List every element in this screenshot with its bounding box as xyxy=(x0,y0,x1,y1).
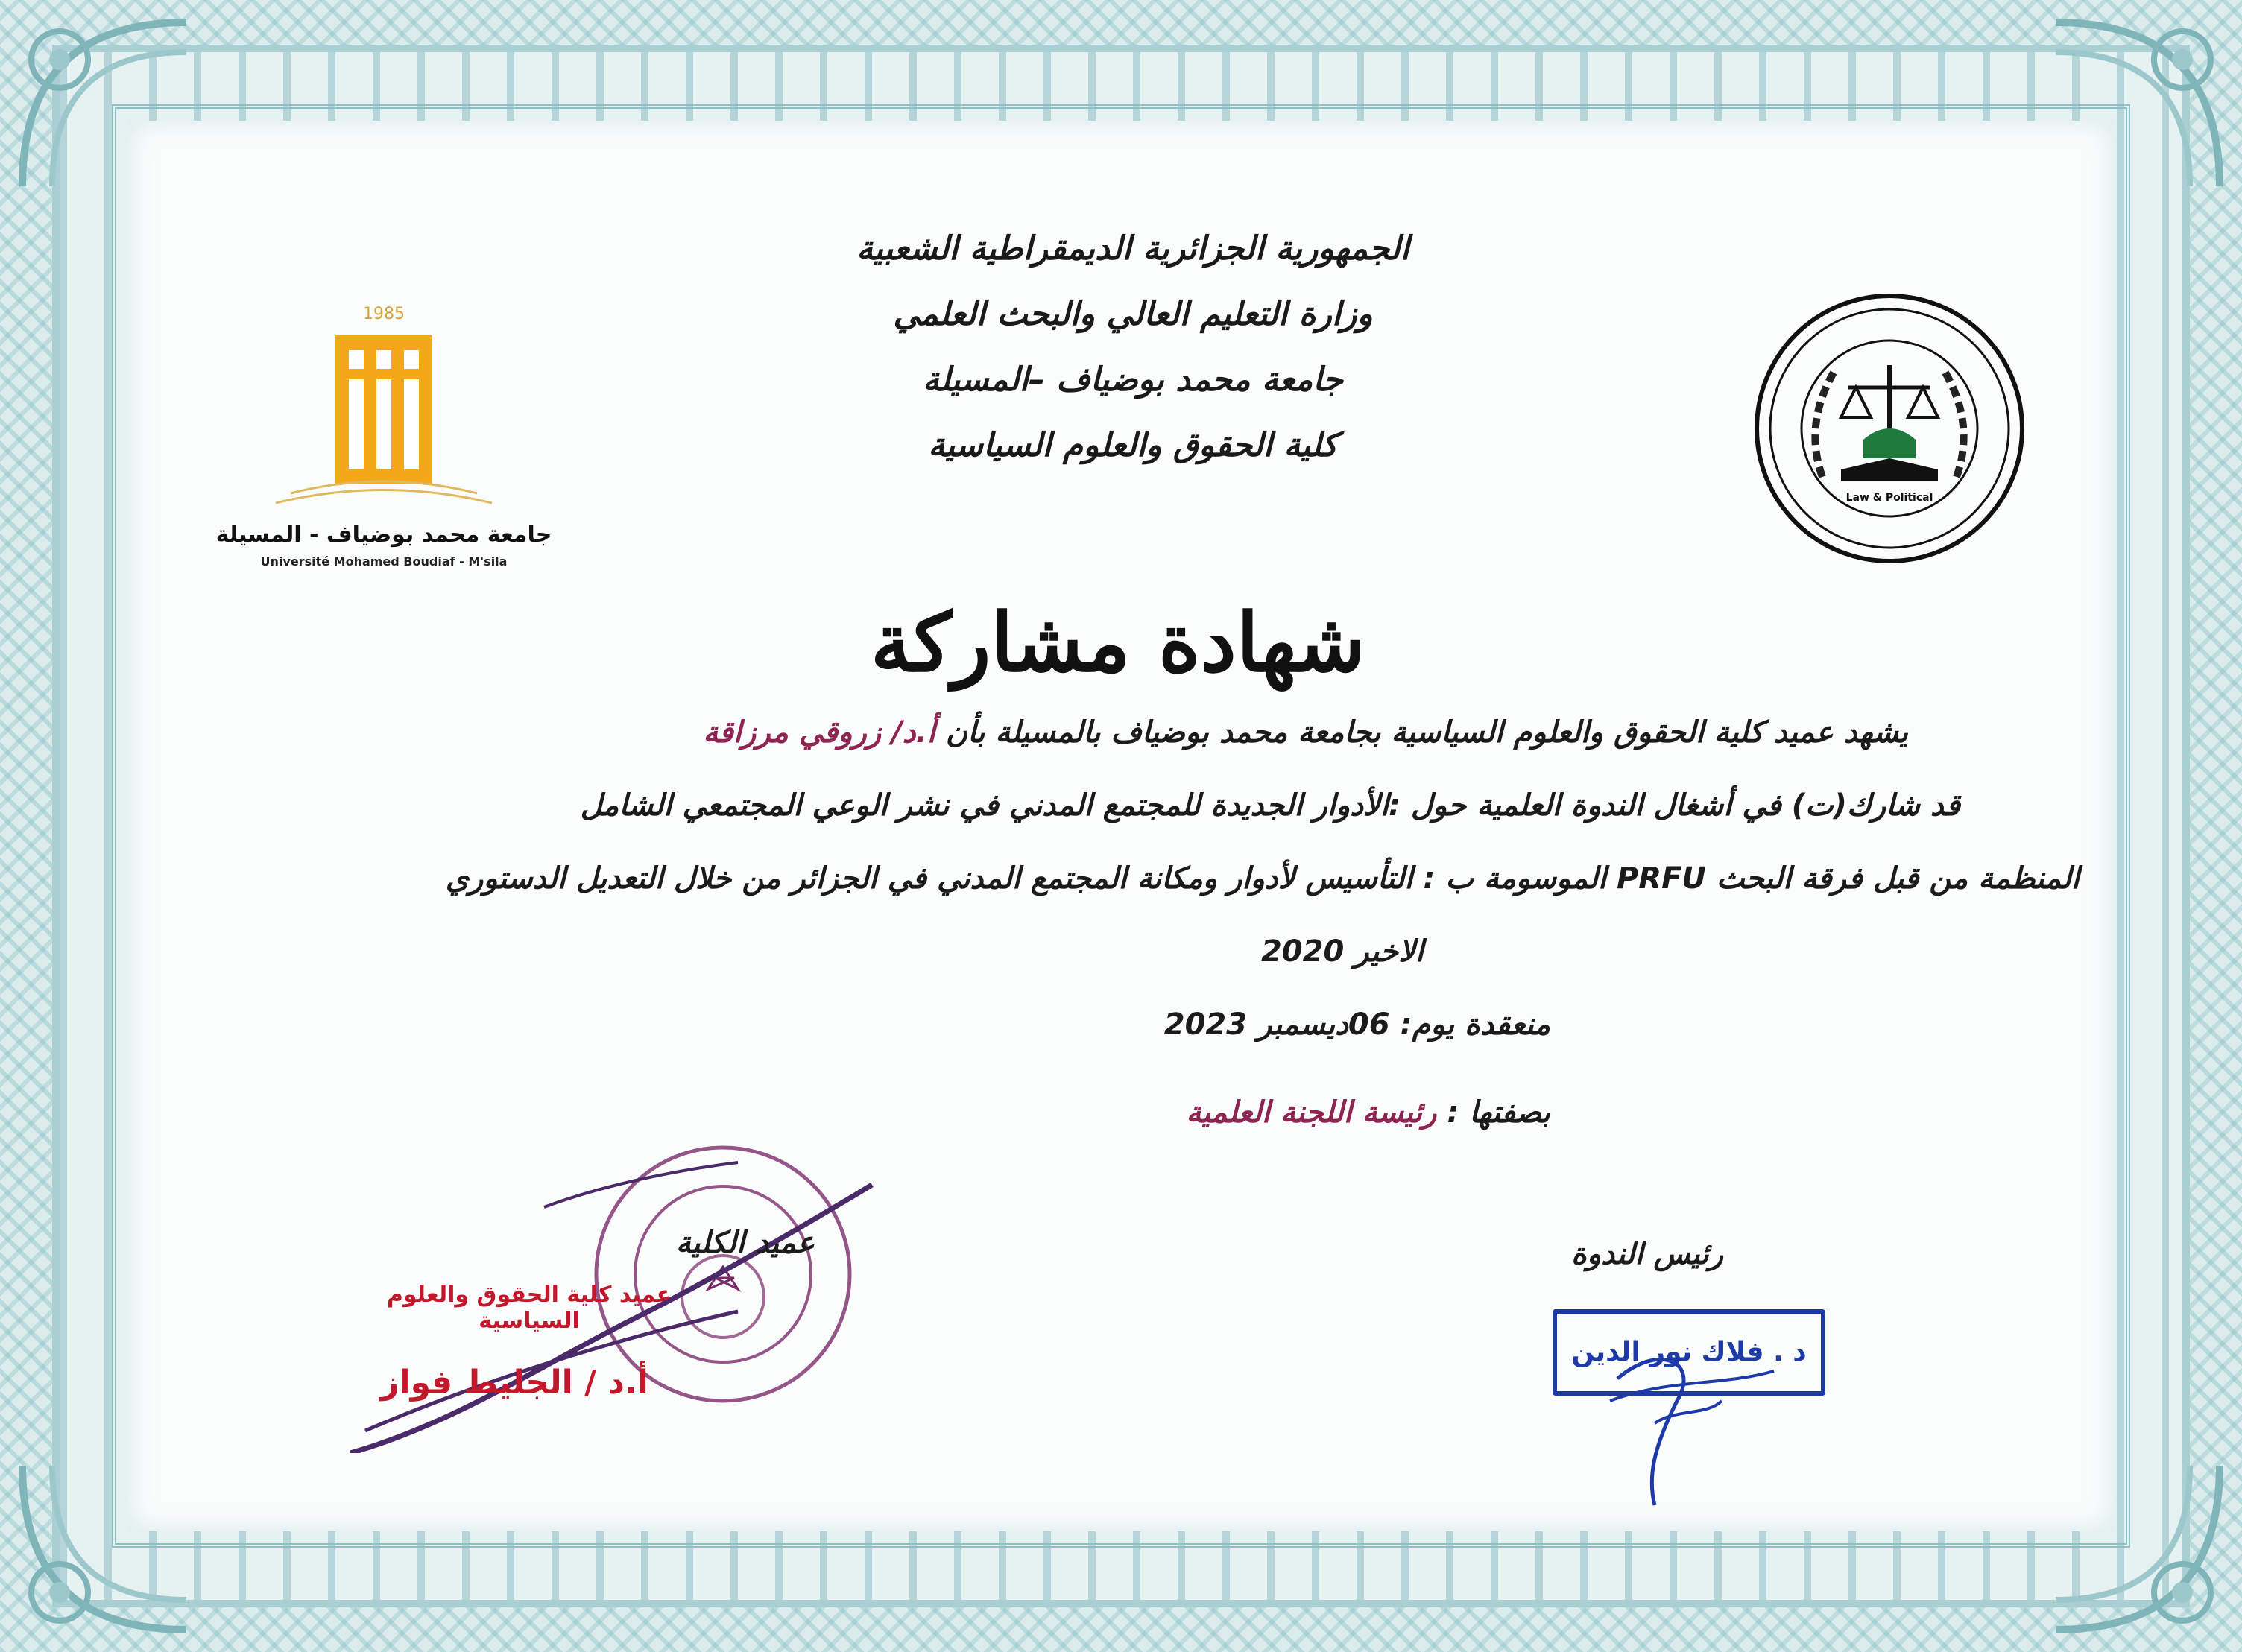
dean-label: عميد الكلية xyxy=(675,1226,815,1260)
body-line-2: قد شارك(ت) في أشغال الندوة العلمية حول :الأدوار الجديدة للمجتمع المدني في نشر الوعي المجتمعي الشامل xyxy=(580,788,1960,823)
date-value: 06ديسمبر 2023 xyxy=(1163,1007,1390,1042)
university-name-ar: جامعة محمد بوضياف - المسيلة xyxy=(215,522,552,548)
chair-stamp: د . فلاك نور الدين xyxy=(1553,1309,1825,1396)
dean-stamp-title: عميد كلية الحقوق والعلوم السياسية xyxy=(386,1282,672,1334)
header-faculty: كلية الحقوق والعلوم السياسية xyxy=(928,426,1338,464)
header-ministry: وزارة التعليم العالي والبحث العلمي xyxy=(893,295,1373,333)
university-logo xyxy=(209,298,559,581)
role-value: رئيسة اللجنة العلمية xyxy=(1186,1095,1437,1130)
university-emblem-icon xyxy=(209,298,559,522)
body-line-3: المنظمة من قبل فرقة البحث PRFU الموسومة ب : التأسيس لأدوار ومكانة المجتمع المدني في الجزائر من خلال التعديل الدستوري xyxy=(445,861,2080,896)
seal-caption: Law & Political xyxy=(1845,492,1933,504)
body-line-1 xyxy=(703,715,1908,750)
date-label: منعقدة يوم: xyxy=(1400,1007,1550,1042)
participant-name: أ.د/ زروقي مرزاقة xyxy=(703,715,935,750)
dean-stamp-name: أ.د / الجليط فواز xyxy=(380,1364,648,1402)
header-university: جامعة محمد بوضياف –المسيلة xyxy=(923,361,1343,399)
chair-signature-icon xyxy=(1528,1229,1841,1513)
event-date xyxy=(1164,1007,1550,1042)
body-line-4: الاخير 2020 xyxy=(1260,934,1424,969)
logo-year: 1985 xyxy=(363,305,405,323)
certificate-title: شهادة مشاركة xyxy=(870,596,1366,690)
role-label: بصفتها : xyxy=(1447,1095,1550,1130)
university-name-fr: Université Mohamed Boudiaf - M'sila xyxy=(260,554,508,569)
participant-role xyxy=(1187,1095,1550,1130)
faculty-seal xyxy=(1752,291,2027,566)
chair-label: رئيس الندوة xyxy=(1570,1237,1724,1271)
institution-header xyxy=(671,216,1595,478)
body-intro: يشهد عميد كلية الحقوق والعلوم السياسية بجامعة محمد بوضياف بالمسيلة بأن xyxy=(945,715,1908,750)
header-republic: الجمهورية الجزائرية الديمقراطية الشعبية xyxy=(856,230,1409,268)
